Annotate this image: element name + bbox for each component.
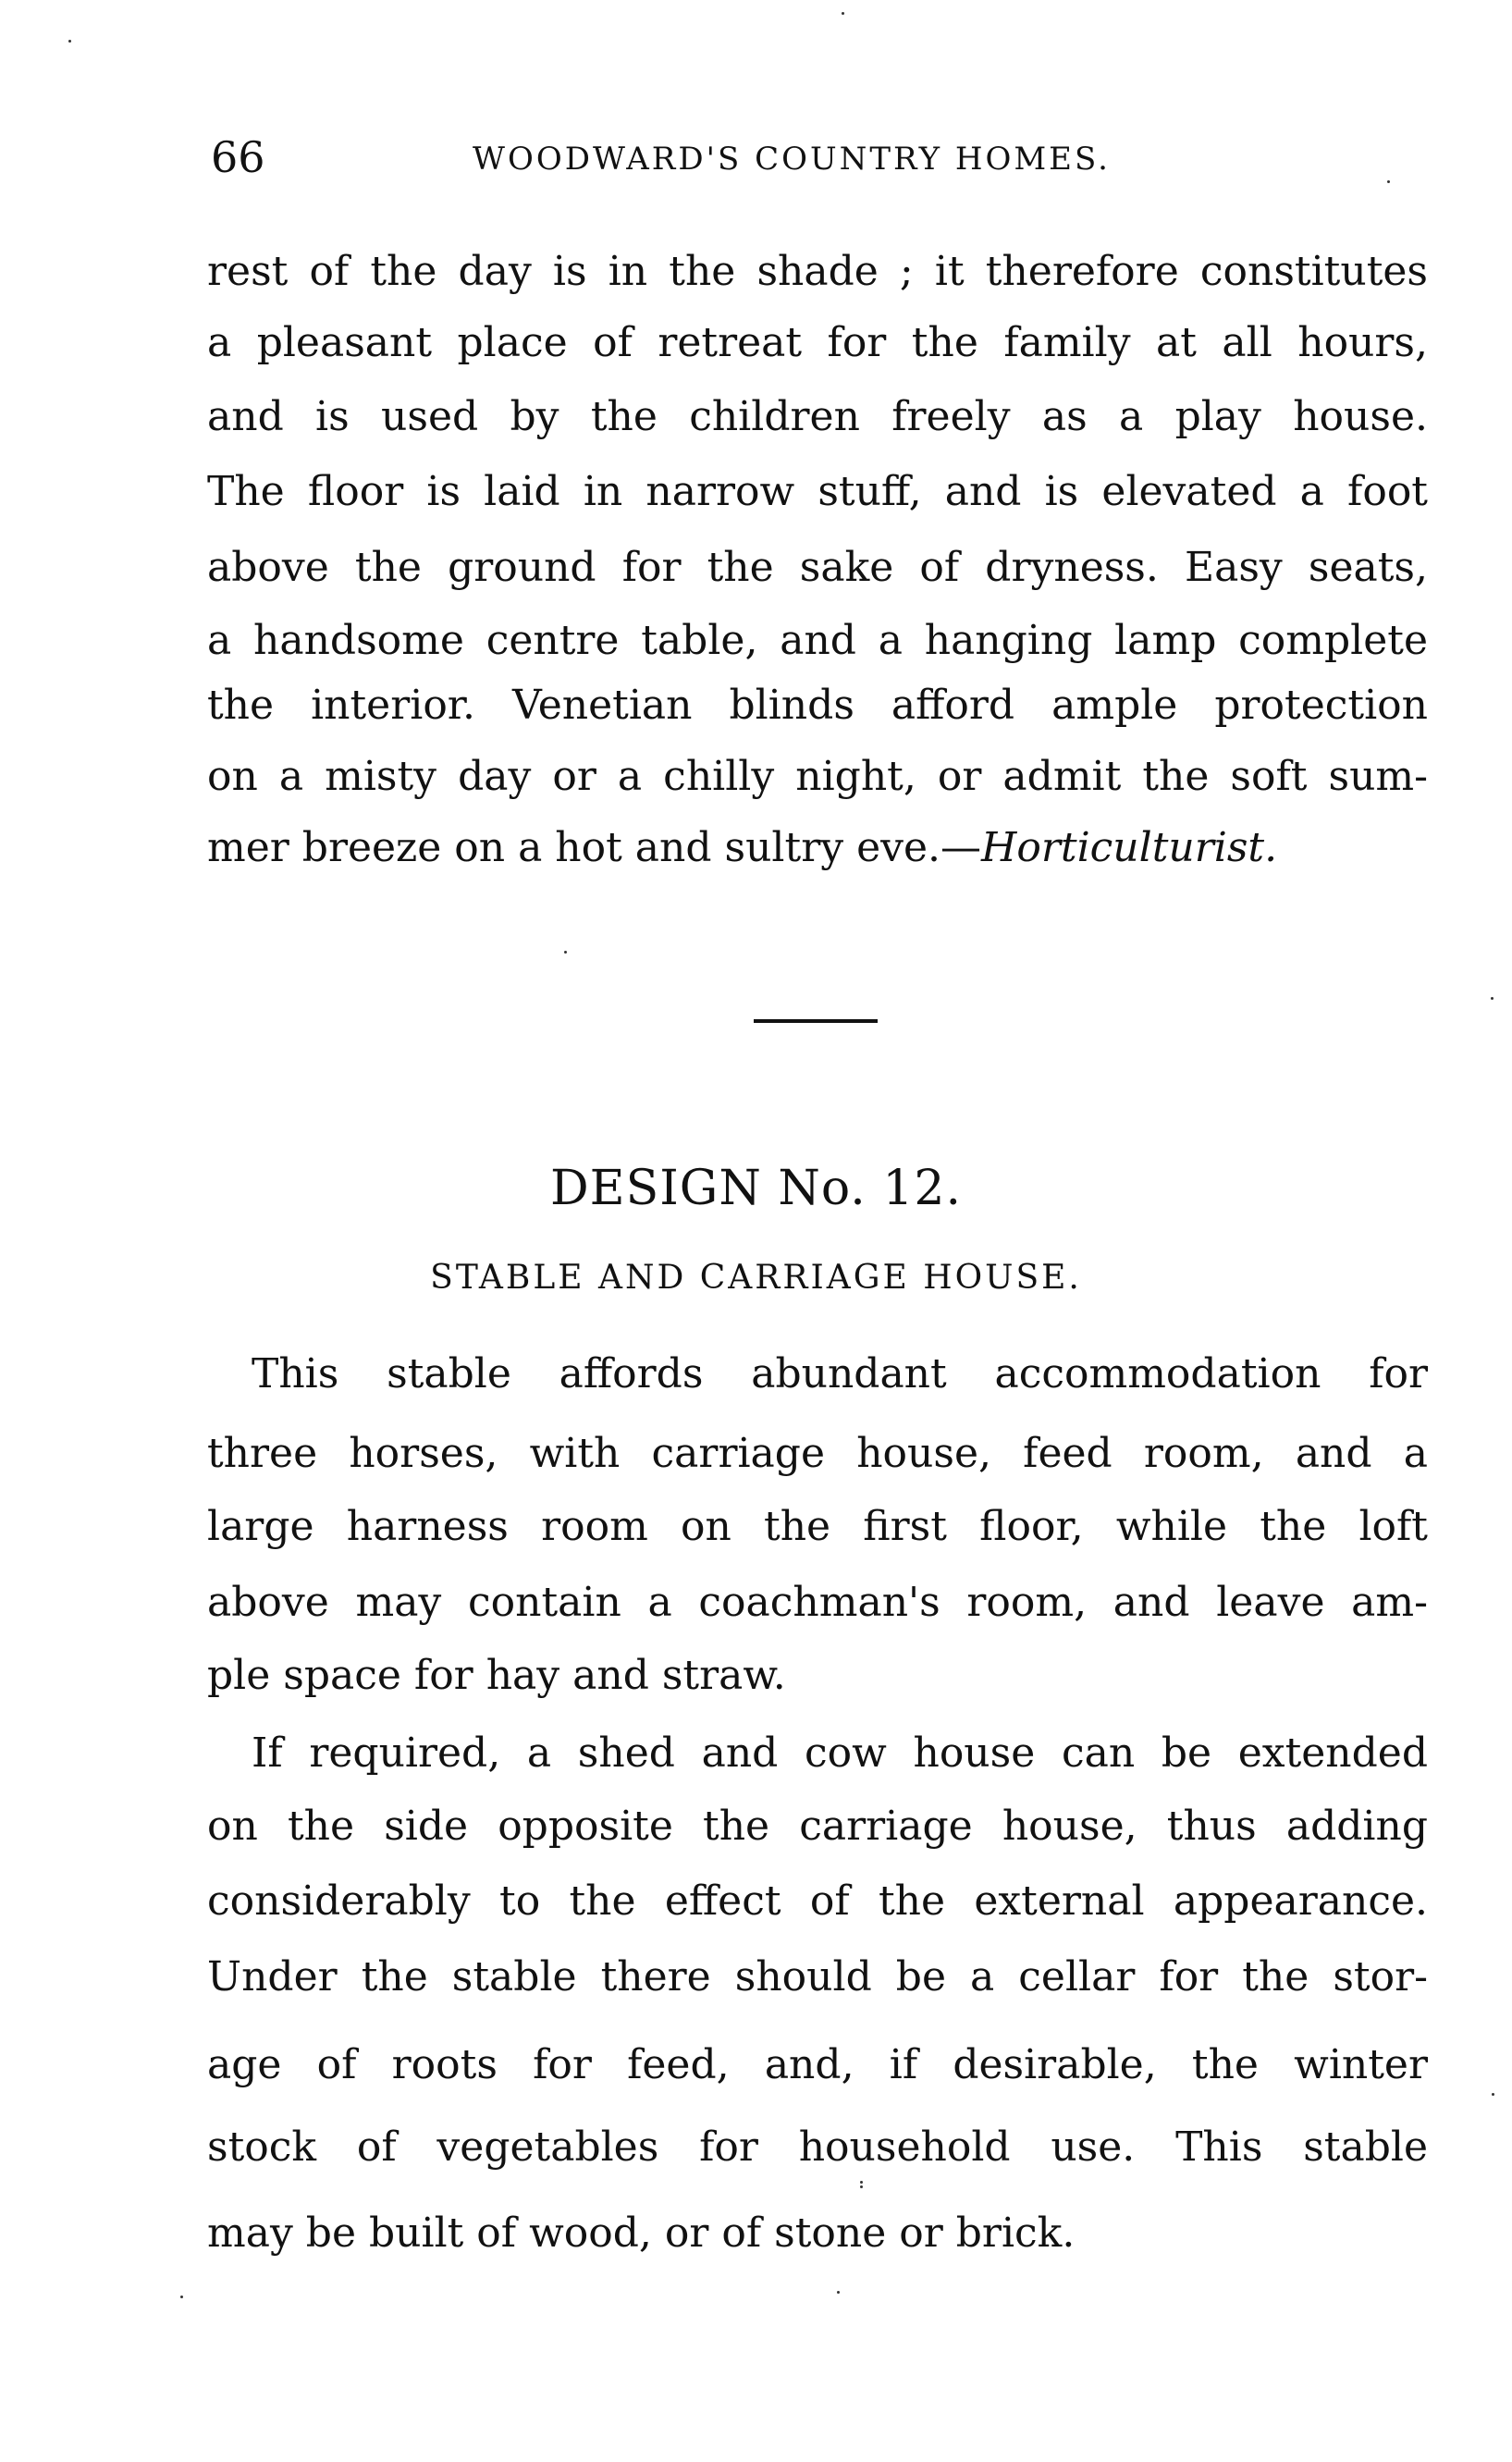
text-line-attribution bbox=[207, 816, 1428, 880]
text-line: a handsome centre table, and a hanging lamp complete bbox=[207, 617, 1428, 664]
scan-speck bbox=[1492, 2093, 1494, 2096]
text-line: age of roots for feed, and, if desirable, the winter bbox=[207, 2041, 1428, 2088]
text-line: and is used by the children freely as a play house. bbox=[207, 393, 1428, 440]
page-number: 66 bbox=[211, 132, 265, 182]
text-line: may be built of wood, or of stone or brick. bbox=[207, 2210, 1076, 2257]
text-line: above the ground for the sake of dryness. Easy seats, bbox=[207, 544, 1428, 591]
running-title: WOODWARD'S COUNTRY HOMES. bbox=[473, 141, 1111, 178]
text-line: considerably to the effect of the external appearance. bbox=[207, 1877, 1428, 1925]
scan-speck bbox=[860, 2185, 863, 2188]
scan-speck bbox=[180, 2296, 183, 2298]
attribution: Horticulturist. bbox=[981, 824, 1278, 871]
text-line: If required, a shed and cow house can be extended bbox=[252, 1730, 1428, 1777]
scan-speck bbox=[860, 2181, 863, 2184]
text-line: the interior. Venetian blinds afford ample protection bbox=[207, 682, 1428, 729]
section-divider bbox=[754, 1019, 878, 1023]
text-line: Under the stable there should be a cellar for the stor- bbox=[207, 1953, 1428, 2000]
text-line: ple space for hay and straw. bbox=[207, 1652, 786, 1699]
text-line: mer breeze on a hot and sultry eve.— bbox=[207, 824, 981, 871]
scan-speck bbox=[564, 951, 567, 954]
scan-speck bbox=[842, 12, 844, 15]
text-line: on a misty day or a chilly night, or admit the soft sum- bbox=[207, 753, 1428, 800]
running-head bbox=[211, 129, 1441, 185]
scan-speck bbox=[1491, 997, 1494, 1000]
scan-speck bbox=[1387, 180, 1390, 183]
text-line: above may contain a coachman's room, and leave am- bbox=[207, 1579, 1428, 1626]
text-line: on the side opposite the carriage house, thus adding bbox=[207, 1803, 1428, 1850]
text-line: stock of vegetables for household use. This stable bbox=[207, 2123, 1428, 2171]
text-line: This stable affords abundant accommodation for bbox=[252, 1350, 1428, 1397]
scan-speck bbox=[837, 2291, 840, 2294]
design-subtitle: STABLE AND CARRIAGE HOUSE. bbox=[430, 1259, 1082, 1297]
text-line: a pleasant place of retreat for the family at all hours, bbox=[207, 319, 1428, 366]
design-title: DESIGN No. 12. bbox=[549, 1161, 963, 1216]
text-line: three horses, with carriage house, feed room, and a bbox=[207, 1430, 1428, 1477]
text-line: large harness room on the first floor, while the loft bbox=[207, 1503, 1428, 1550]
scan-speck bbox=[68, 40, 71, 43]
text-line: The floor is laid in narrow stuff, and is elevated a foot bbox=[207, 468, 1428, 515]
text-line: rest of the day is in the shade ; it therefore constitutes bbox=[207, 248, 1428, 295]
